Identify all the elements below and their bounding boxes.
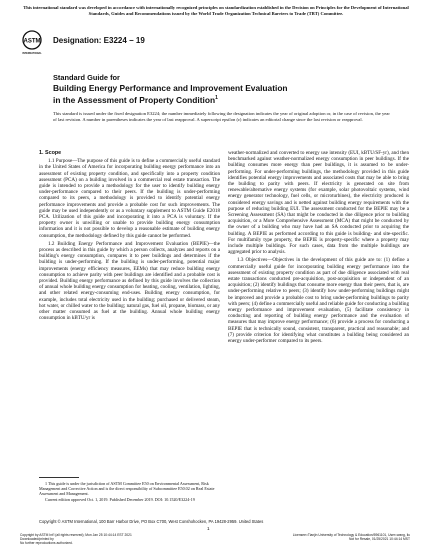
title-line-2: [53, 93, 393, 105]
scope-1-1-paragraph: 1.1 Purpose—The purpose of this guide is to define a commercially useful standard in the United States of America for incorporating building energy performance into an assessment of existing property condition, and specifically into a property condition assessment (PCA) on a building involved in a commercial real estate transaction. The guide is intended to provide a methodology for the user to identify building energy under-performance compared to their peers. If the building is under-performing compared to its peers, a methodology is provided to identify potential energy performance improvements and provide a probable cost for such improvements. The guide may be used independently or as a voluntary supplement to ASTM Guide E2018 PCA. Utilization of this guide and incorporating it into a PCA is voluntary. If the property owner is unwilling or unable to provide building energy consumption information and it is not possible to develop a reasonable estimate of building energy consumption, the methodology defined by this guide cannot be performed.: [39, 158, 220, 239]
license-left: Copyright by ASTM Int'l (all rights reserved); Mon Jan 25 10:44:14 EST 2021 Downloaded/printed by No further reproductions authorized.: [20, 533, 132, 545]
title-line-2-text: in the Assessment of Property Condition: [53, 94, 216, 105]
license-right: Licensee=Tianjin University of Technology & Education/5961101, User=wang, liu Not for Resale, 01/25/2021 10:44:14 MST: [292, 533, 410, 541]
right-column: [228, 150, 409, 346]
footnotes: [39, 481, 220, 503]
document-title: [53, 73, 393, 105]
footnote-divider: [39, 477, 79, 478]
title-footnote-marker: 1: [215, 95, 218, 101]
left-column: [39, 150, 220, 323]
footnote-1: 1 This guide is under the jurisdiction of ASTM Committee E50 on Environmental Assessment, Risk Management and Corrective Action and is the direct responsibility of Subcommittee E50.02 on Real Estate Assessment and Management.: [39, 481, 215, 496]
svg-text:INTERNATIONAL: INTERNATIONAL: [22, 52, 42, 55]
standard-issuance-note: This standard is issued under the fixed designation E3224; the number immediately following the designation indicates the year of original adoption or, in the case of revision, the year of last revision. A number in parentheses indicates the year of last reapproval. A superscript epsilon (ε) indicates an editorial change since the last revision or reapproval.: [53, 111, 390, 122]
designation: Designation: E3224 − 19: [53, 36, 145, 45]
title-line-1: Building Energy Performance and Improvement Evaluation: [53, 83, 288, 93]
copyright-line: Copyright © ASTM International, 100 Barr Harbor Drive, PO Box C700, West Conshohocken, PA 19428-2959. United States: [39, 519, 264, 524]
scope-1-2-continued-paragraph: weather-normalized and converted to energy use intensity (EUI, kBTU/SF-yr), and then benchmarked against weather-normalized energy consumption in peer buildings. If the building consumes more energy than peer buildings, it is assumed to be under-performing. For under-performing buildings, the methodology provided in this guide identifies potential energy improvements and associated costs that may be able to bring the building to parity with peers. If electricity is generated on site from renewable/alternative energy systems (for example, solar photovoltaic systems, wind energy generator technology, fuel cells, or microturbines), the electricity produced is considered energy savings and is netted against building energy requirements with the purpose of reducing building EUI. The assessment conducted for the BEPIE may be a Screening Assessment (SA) that might be conducted in due diligence prior to building acquisition, or a More Comprehensive Assessment (MCA) that might be conducted by the owner of a building who may have had an SA conducted prior to acquiring the building. A BEPIE as performed according to this guide is building- and site-specific. For multifamily type property, the BEPIE is property-specific where a property may include multiple buildings. For such cases, data from the multiple buildings are aggregated prior to analysis.: [228, 150, 409, 256]
page-number: 1: [207, 526, 210, 531]
scope-heading: 1. Scope: [39, 150, 62, 156]
scope-1-2-paragraph: 1.2 Building Energy Performance and Improvement Evaluation (BEPIE)—the process as described in this guide by which a person collects, analyzes and reports on a building's energy consumption, compares it to peer buildings and determines if the building is under-performing. If the building is under-performing, potential major improvements (energy efficiency measures, EEMs) that may reduce building energy consumption to achieve parity with peer buildings are identified and a probable cost is provided. Building energy performance as defined by this guide involves the collection of annual whole building energy consumption for heating, cooling, ventilation, lighting, and other related energy-consuming end-uses. Building energy consumption, for example, includes total electricity used in the building; purchased or delivered steam, hot water, or chilled water to the building; natural gas, fuel oil, propane, biomass, or any other matter consumed as fuel at the building. Annual whole building energy consumption in kBTU/yr is: [39, 240, 220, 322]
astm-logo-icon: [20, 30, 44, 56]
footnote-2: Current edition approved Oct. 1, 2019. Published December 2019. DOI: 10.1520/E3224-19: [45, 497, 195, 502]
scope-1-3-paragraph: 1.3 Objectives—Objectives in the development of this guide are to: (1) define a commercially useful guide for incorporating building energy performance into the assessment of existing property condition as part of due diligence associated with real estate transactions conducted pre-acquisition, post-acquisition or independent of an acquisition; (2) identify buildings that consume more energy than their peers, that is, are under-performing relative to peers; (3) identify how under-performing buildings might be improved and provide a probable cost to bring under-performing buildings to parity with peers; (4) define a commercially useful and reliable guide for conducting a building energy performance and improvement evaluation, (5) facilitate consistency in conducting and reporting of building energy performance and the evaluation of measures that may improve energy performance; (6) provide a process for conducting a BEPIE that is technically sound, consistent, transparent, practical and reasonable; and (7) provide criterion for identifying what constitutes a building being considered an energy under-performer compared to its peers.: [228, 257, 409, 345]
svg-text:ASTM: ASTM: [23, 38, 41, 45]
title-prefix: Standard Guide for: [53, 73, 120, 82]
wto-notice: This international standard was developed in accordance with internationally recognized principles on standardization established in the Decision on Principles for the Development of International Standards, Guides and Recommendations issued by the World Trade Organization Technical Barriers to Trade (TBT) Committee.: [23, 5, 409, 16]
